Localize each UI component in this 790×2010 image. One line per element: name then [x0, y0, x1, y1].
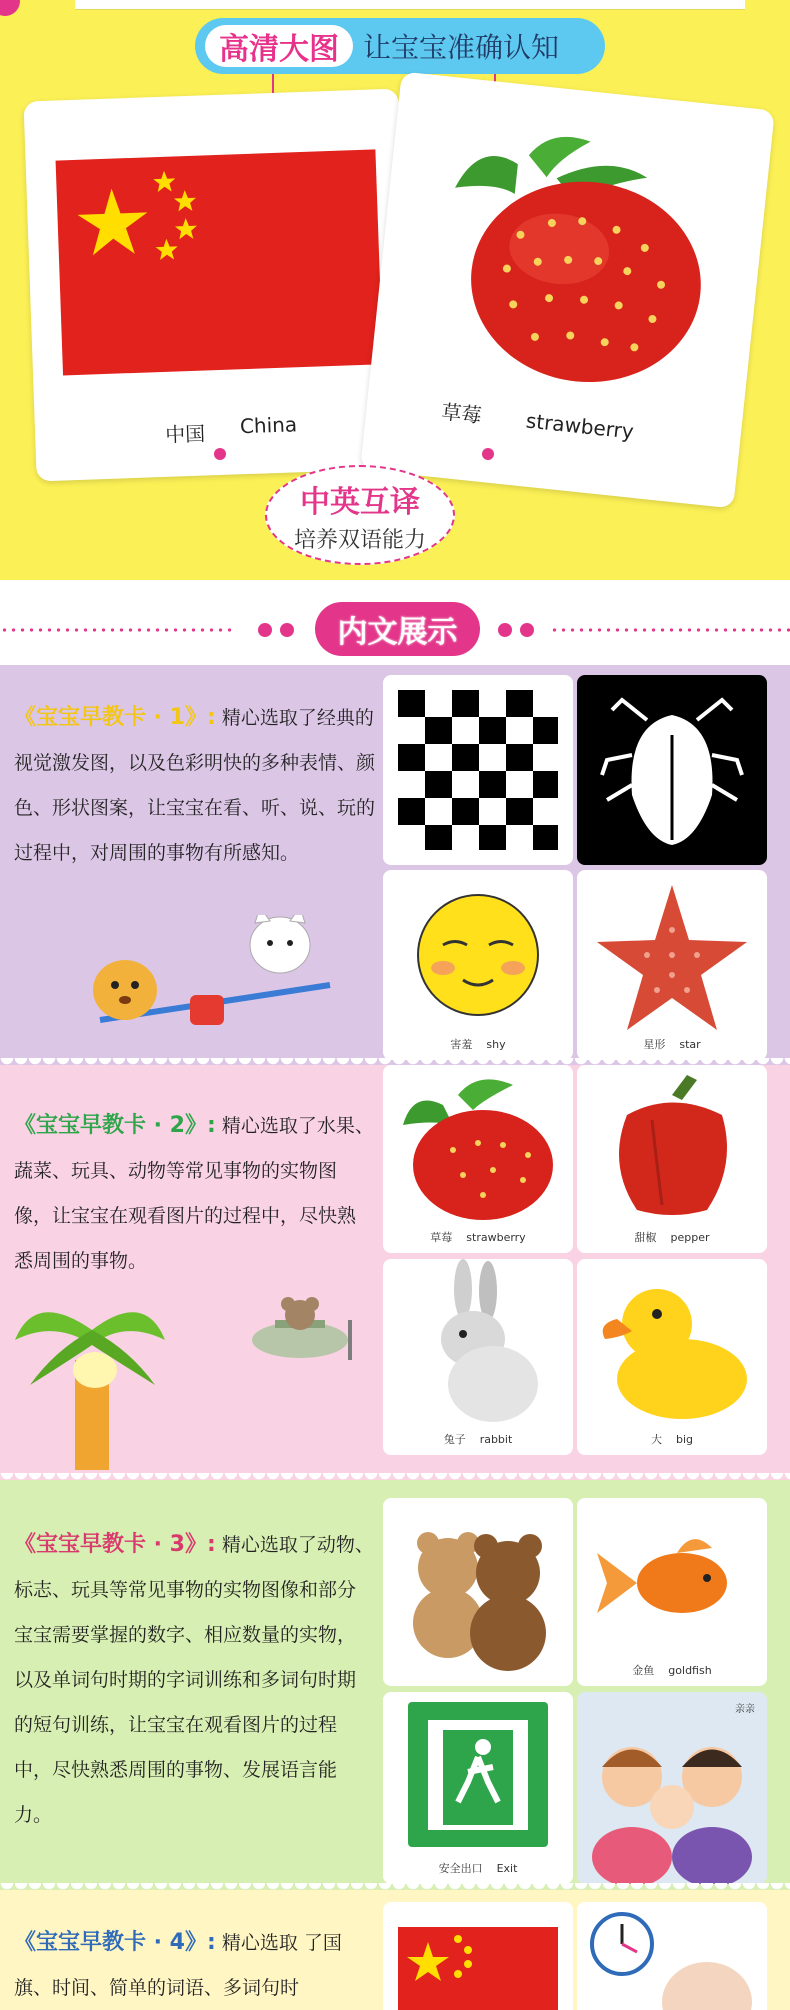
card-set-1	[0, 665, 790, 1065]
header-dot	[280, 623, 294, 637]
cicada-icon	[577, 675, 767, 865]
plane-mouse-illustration	[245, 1290, 365, 1380]
tile-clock-baby	[577, 1902, 767, 2010]
tile-pepper	[577, 1065, 767, 1253]
card-right-cn: 草莓	[440, 399, 483, 428]
tile-exit-sign	[383, 1692, 573, 1884]
header-dot	[258, 623, 272, 637]
card-set-1-title: 《宝宝早教卡 · 1》	[14, 705, 207, 730]
tile-rabbit	[383, 1259, 573, 1455]
tile-label-en: strawberry	[466, 1231, 526, 1244]
tile-checkerboard	[383, 675, 573, 865]
checkerboard-image	[383, 675, 573, 865]
tile-label-en: star	[679, 1038, 701, 1051]
card-set-2-title: 《宝宝早教卡 · 2》	[14, 1113, 207, 1138]
card-set-4	[0, 1890, 790, 2010]
starfish-image	[577, 870, 767, 1060]
tile-starfish	[577, 870, 767, 1060]
card-set-4-text-2: 了国旗、时间、简单的词语、多词句时	[14, 1932, 342, 1999]
exit-sign-icon	[383, 1692, 573, 1852]
colon: :	[206, 1532, 216, 1557]
shy-face-icon	[383, 870, 573, 1060]
section-title-pill	[315, 602, 480, 656]
tile-label-cn: 兔子	[443, 1433, 466, 1446]
bubble-title: 中英互译	[300, 484, 420, 520]
tile-label-en: shy	[486, 1038, 506, 1051]
card-left-cn: 中国	[164, 421, 206, 447]
tile-label-en: pepper	[670, 1231, 710, 1244]
tile-label-cn: 星形	[643, 1038, 666, 1051]
wavy-edge	[0, 1473, 790, 1487]
bubble-pin-right	[482, 448, 494, 460]
tile-label-cn: 甜椒	[634, 1231, 657, 1244]
tile-label-cn: 大	[650, 1433, 662, 1446]
tile-label-en: goldfish	[668, 1664, 712, 1677]
strawberry-image	[415, 116, 721, 404]
card-set-3	[0, 1480, 790, 1890]
card-right-en: strawberry	[524, 408, 635, 444]
tile-strawberry	[383, 1065, 573, 1253]
tile-label-en: big	[675, 1433, 694, 1446]
card-set-4-title: 《宝宝早教卡 · 4》	[14, 1930, 207, 1955]
rabbit-image	[383, 1259, 573, 1429]
flash-card-china	[23, 89, 411, 482]
tile-label-cn: 草莓	[430, 1231, 453, 1244]
clock-baby-image	[577, 1902, 767, 2010]
dotted-line-left	[0, 628, 235, 632]
hero-title-sub: 让宝宝准确认知	[363, 31, 560, 64]
dotted-line-right	[550, 628, 790, 632]
tile-label	[383, 1431, 573, 1447]
card-set-3-title: 《宝宝早教卡 · 3》	[14, 1532, 207, 1557]
tile-label-cn: 金鱼	[632, 1664, 655, 1677]
tile-shy-face	[383, 870, 573, 1060]
teddy-bears-image	[383, 1498, 573, 1686]
tile-label	[577, 1229, 767, 1245]
card-left-en: China	[239, 412, 298, 439]
top-card-edge	[75, 0, 745, 10]
card-set-4-text: 精心选取	[221, 1932, 298, 1954]
tile-china-flag	[383, 1902, 573, 2010]
bilingual-bubble	[265, 465, 455, 565]
tile-label	[383, 1229, 573, 1245]
section-header	[0, 590, 790, 670]
bubble-subtitle: 培养双语能力	[293, 527, 426, 553]
china-flag-image	[56, 149, 383, 375]
decor-dot	[0, 0, 20, 16]
tile-goldfish	[577, 1498, 767, 1686]
tile-duck	[577, 1259, 767, 1455]
header-dot	[498, 623, 512, 637]
wavy-edge	[0, 1883, 790, 1897]
header-dot	[520, 623, 534, 637]
hero-title-main: 高清大图	[205, 25, 353, 67]
flash-card-strawberry	[360, 71, 775, 508]
tile-label-cn: 安全出口	[438, 1862, 483, 1875]
banana-tree-illustration	[15, 1290, 165, 1470]
card-set-1-description	[14, 695, 384, 876]
strawberry-image	[383, 1065, 573, 1225]
colon: :	[206, 1930, 216, 1955]
tile-label-en: Exit	[496, 1862, 518, 1875]
tile-label-cn: 害羞	[450, 1038, 473, 1051]
card-set-3-text: 精心选取了动物、标志、玩具等常见事物的实物图像和部分宝宝需要掌握的数字、相应数量的实物，以及单词句时期的字词训练和多词句时期的短句训练，让宝宝在观看图片的过程中，尽快熟悉周围的事物、发展语言能力。	[14, 1534, 374, 1826]
tile-kiss-label: 亲亲	[735, 1704, 755, 1715]
tile-label	[383, 1036, 573, 1052]
section-title: 内文展示	[337, 615, 458, 650]
colon: :	[206, 705, 216, 730]
colon: :	[206, 1113, 216, 1138]
tile-family-kiss	[577, 1692, 767, 1884]
bubble-pin-left	[214, 448, 226, 460]
card-set-2-description	[14, 1103, 374, 1284]
tile-label	[383, 1860, 573, 1876]
pepper-image	[577, 1065, 767, 1225]
card-set-2-text: 精心选取了水果、蔬菜、玩具、动物等常见事物的实物图像，让宝宝在观看图片的过程中，尽快熟悉周围的事物。	[14, 1115, 374, 1272]
china-flag-small-image	[383, 1902, 573, 2010]
family-kiss-image	[577, 1692, 767, 1884]
card-set-2	[0, 1065, 790, 1480]
card-set-1-text: 精心选取了经典的视觉激发图，以及色彩明快的多种表情、颜色、形状图案，让宝宝在看、听、说、玩的过程中，对周围的事物有所感知。	[14, 707, 376, 864]
tile-teddy-bears	[383, 1498, 573, 1686]
card-set-3-description	[14, 1522, 374, 1838]
tile-cicada	[577, 675, 767, 865]
goldfish-image	[577, 1498, 767, 1658]
rubber-duck-image	[577, 1259, 767, 1429]
tile-label	[577, 1662, 767, 1678]
card-set-4-description	[14, 1920, 374, 2010]
seesaw-illustration	[70, 915, 340, 1045]
tile-label	[577, 1431, 767, 1447]
tile-label	[577, 1036, 767, 1052]
hero-section	[0, 0, 790, 580]
tile-label-en: rabbit	[479, 1433, 513, 1446]
hero-title-banner	[195, 18, 605, 74]
